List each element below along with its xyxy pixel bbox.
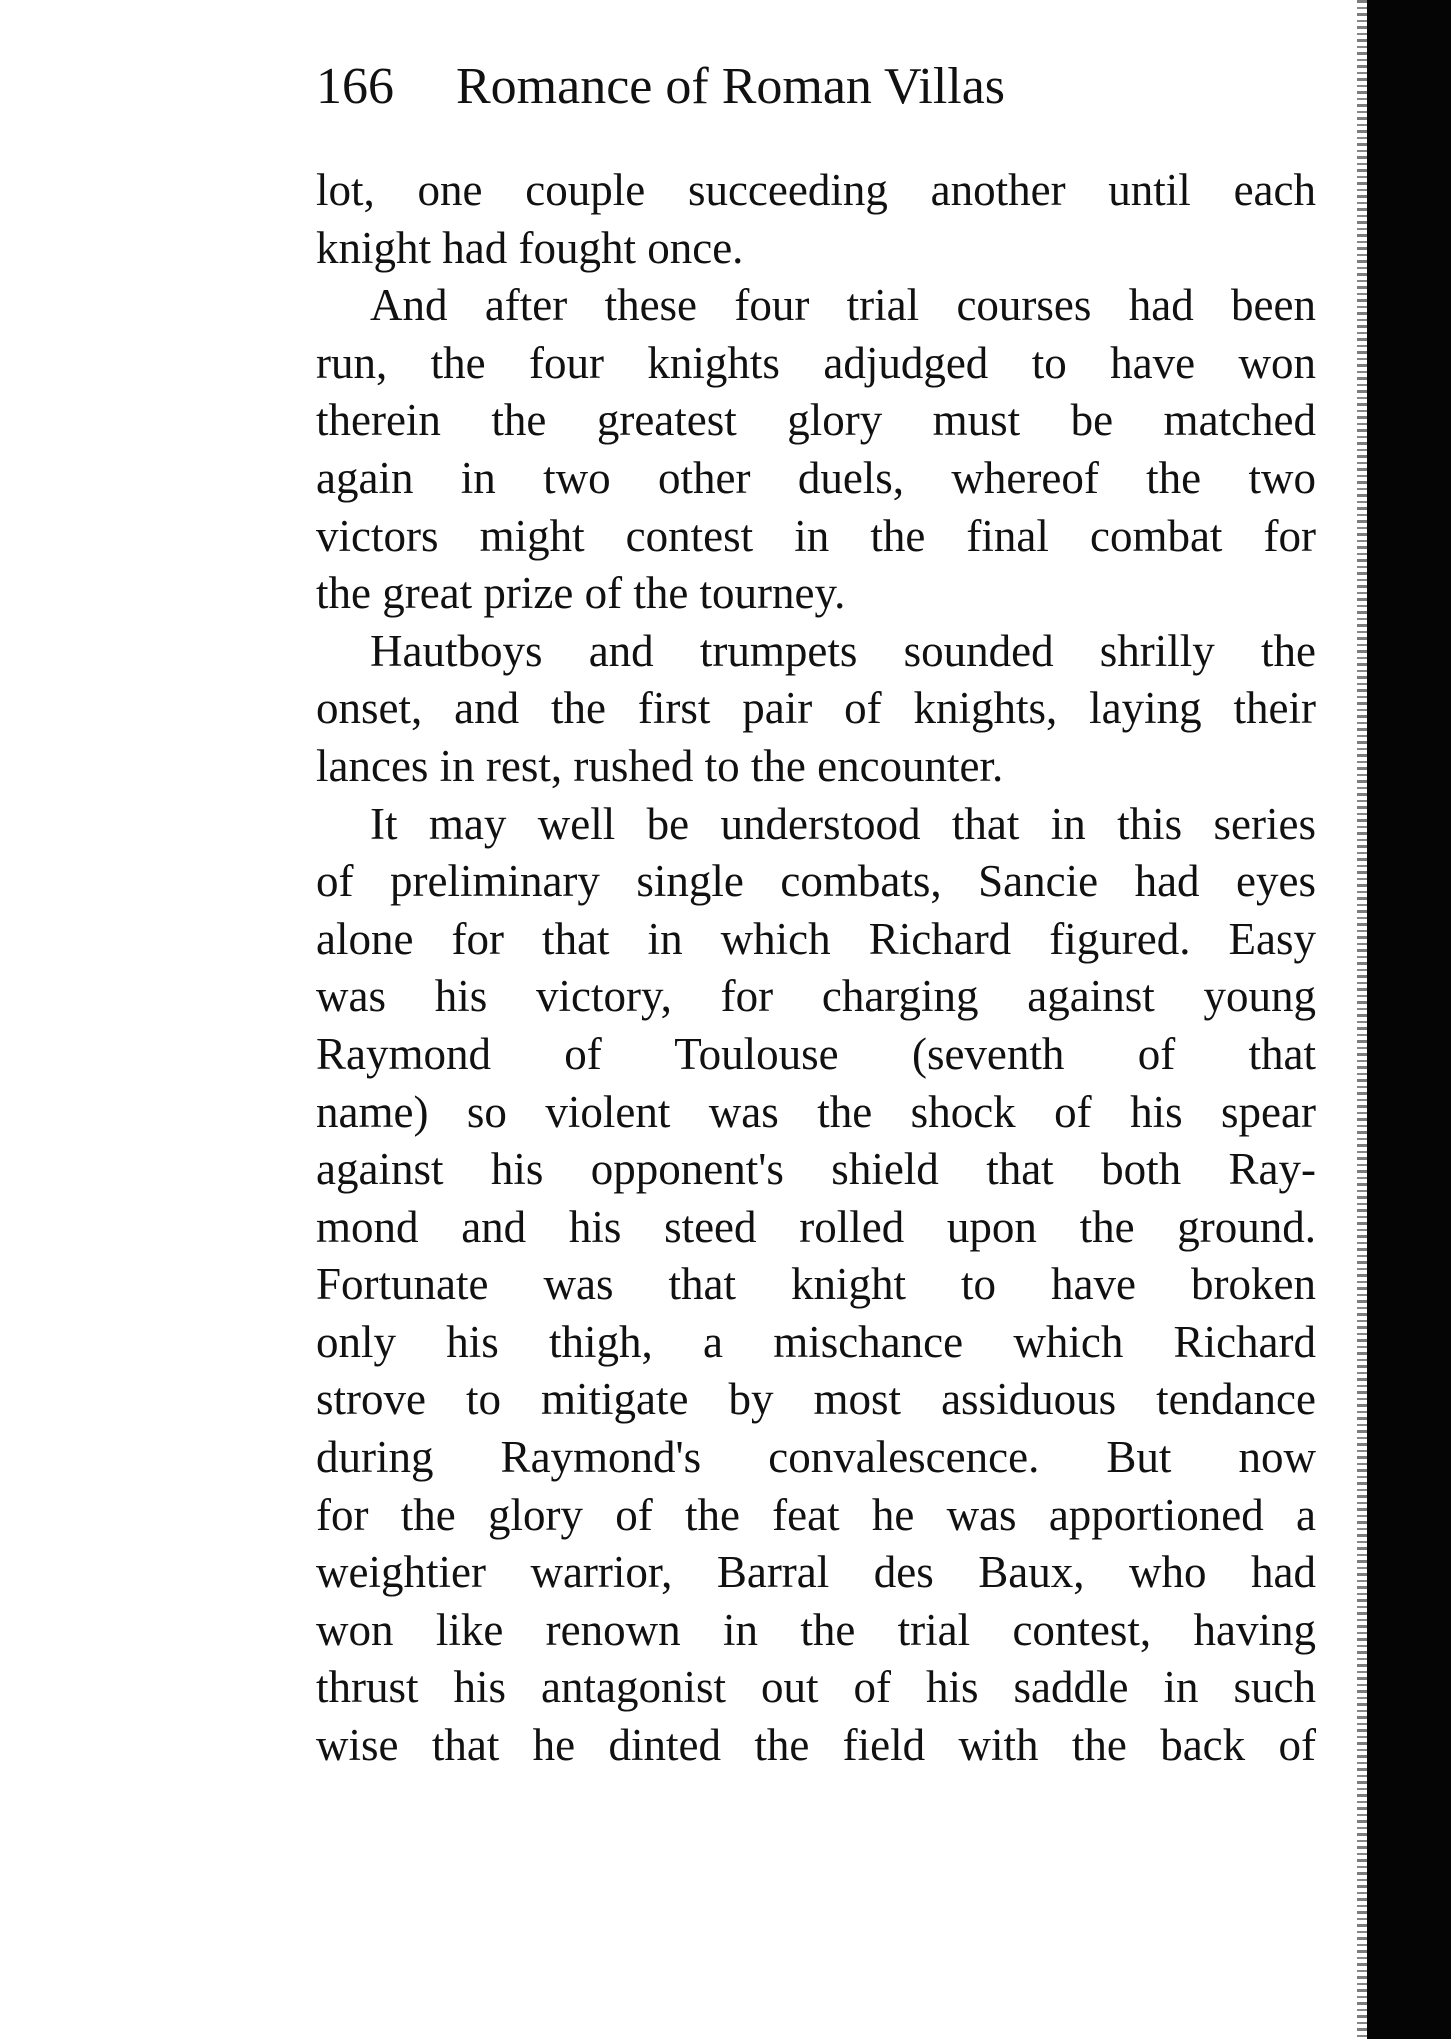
text-line: mond and his steed rolled upon the ground. (316, 1201, 1316, 1252)
text-line: only his thigh, a mischance which Richard (316, 1316, 1316, 1367)
text-line: victors might contest in the final combat for (316, 510, 1316, 561)
text-line: wise that he dinted the field with the back of (316, 1720, 1316, 1771)
binding-edge (1367, 0, 1451, 2039)
text-line: weightier warrior, Barral des Baux, who had (316, 1547, 1316, 1598)
text-line: was his victory, for charging against young (316, 971, 1316, 1022)
text-line: during Raymond's convalescence. But now (316, 1432, 1316, 1483)
text-line: therein the greatest glory must be matched (316, 395, 1316, 446)
page-number: 166 (316, 58, 394, 115)
text-line: onset, and the first pair of knights, laying their (316, 683, 1316, 734)
body-text (316, 162, 1316, 1775)
book-title: Romance of Roman Villas (456, 58, 1006, 115)
text-line: for the glory of the feat he was apportioned a (316, 1489, 1316, 1540)
text-line: Hautboys and trumpets sounded shrilly the (370, 625, 1316, 676)
text-line: the great prize of the tourney. (316, 568, 846, 619)
text-line: knight had fought once. (316, 222, 744, 273)
text-line: won like renown in the trial contest, having (316, 1604, 1316, 1655)
text-line: against his opponent's shield that both Ray- (316, 1144, 1316, 1195)
text-line: Fortunate was that knight to have broken (316, 1259, 1316, 1310)
text-line: And after these four trial courses had been (370, 280, 1316, 331)
text-line: It may well be understood that in this series (370, 798, 1316, 849)
text-line: run, the four knights adjudged to have won (316, 337, 1316, 388)
text-line: again in two other duels, whereof the two (316, 452, 1316, 503)
text-line: thrust his antagonist out of his saddle in such (316, 1662, 1316, 1713)
text-line: alone for that in which Richard figured. Easy (316, 913, 1316, 964)
text-line: name) so violent was the shock of his spear (316, 1086, 1316, 1137)
text-line: Raymond of Toulouse (seventh of that (316, 1028, 1316, 1079)
text-line: lances in rest, rushed to the encounter. (316, 740, 1004, 791)
text-line: strove to mitigate by most assiduous tendance (316, 1374, 1316, 1425)
running-head (316, 52, 1216, 122)
text-line: lot, one couple succeeding another until each (316, 165, 1316, 215)
text-line: of preliminary single combats, Sancie had eyes (316, 856, 1316, 907)
